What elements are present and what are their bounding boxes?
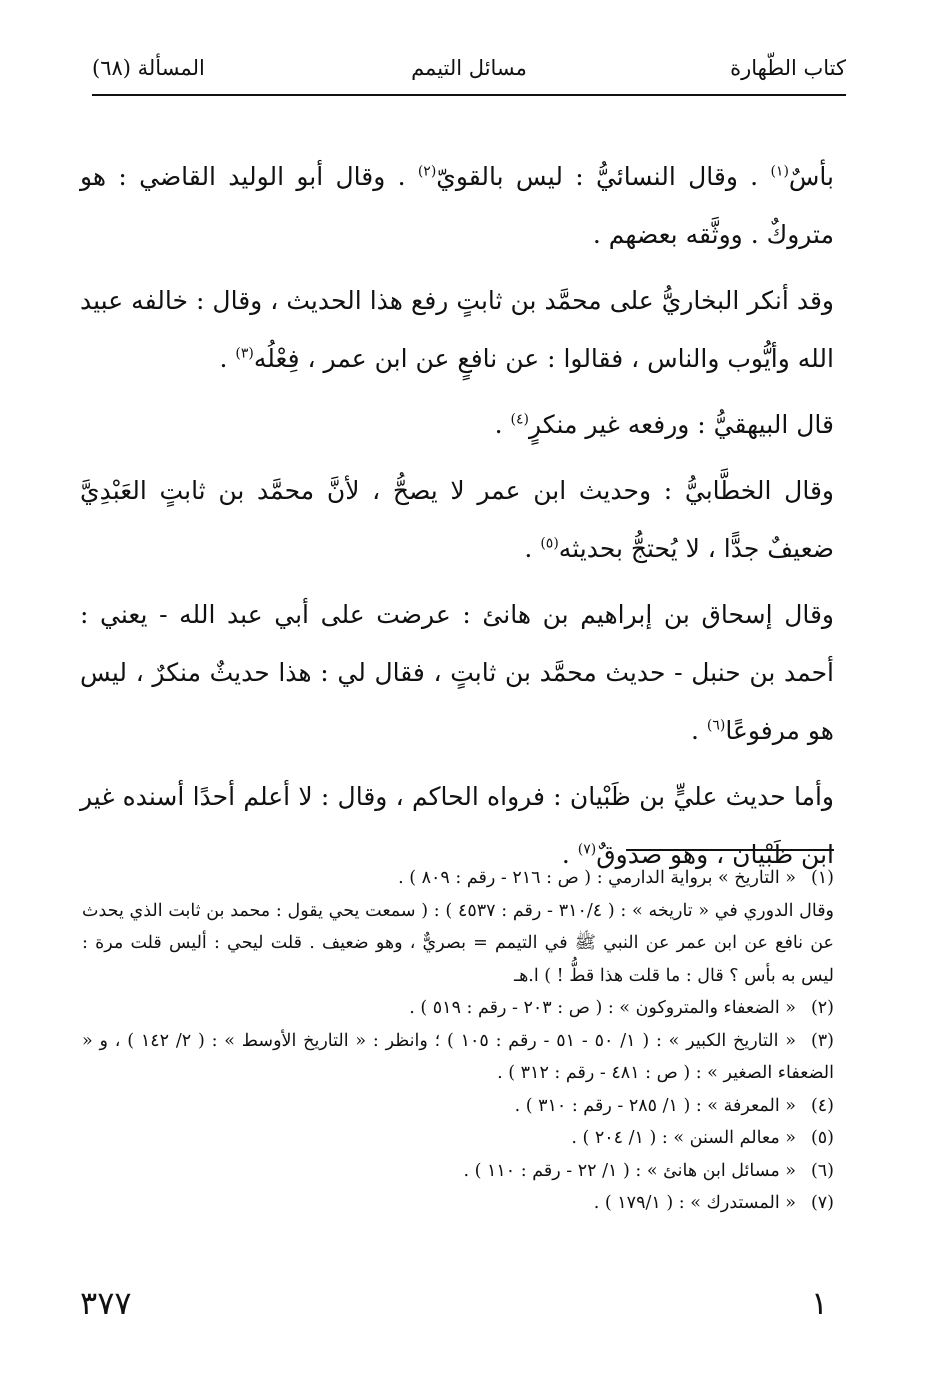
footnote-number: (٧) [810,1193,834,1213]
book-title: كتاب الطّهارة [730,56,846,80]
paragraph [80,462,834,578]
footnote [82,1025,834,1090]
text-segment: . وقال أبو الوليد القاضي : هو متروكٌ . ووثَّقه بعضهم . [80,162,834,249]
footnotes [82,862,834,1220]
footnote [82,862,834,895]
running-header [92,52,846,96]
footnote-text: « مسائل ابن هانئ » : ( ١/ ٢٢ - رقم : ١١٠ ) . [463,1160,796,1181]
text-segment: بأسٌ [788,162,834,191]
paragraph [80,148,834,264]
footnote-marker[interactable]: (٤) [510,411,529,428]
text-segment: وقد أنكر البخاريُّ على محمَّد بن ثابتٍ رفع هذا الحديث ، وقال : خالفه عبيد الله وأيُّوب والناس ، فقالوا : عن نافعٍ عن ابن عمر ، فِعْلُه [80,286,834,373]
footnote-separator [626,849,834,851]
footnote [82,1090,834,1123]
text-segment: . [494,410,511,439]
paragraph [80,272,834,388]
main-text [80,148,834,892]
footnote-number: (٥) [810,1128,834,1148]
footnote [82,992,834,1025]
footnote-marker[interactable]: (٥) [540,535,559,552]
footnote-number: (٦) [810,1160,834,1181]
footnote-text: « الضعفاء والمتروكون » : ( ص : ٢٠٣ - رقم : ٥١٩ ) . [409,998,796,1018]
footnote-marker[interactable]: (٢) [417,163,437,180]
text-segment: . [219,344,236,373]
text-segment: وقال الخطَّابيُّ : وحديث ابن عمر لا يصحُّ ، لأنَّ محمَّد بن ثابتٍ العَبْدِيَّ ضعيفٌ جدًّا ، لا يُحتجُّ بحديثه [80,476,834,563]
paragraph [80,396,834,454]
footnote-text: « معالم السنن » : ( ١/ ٢٠٤ ) . [571,1128,796,1148]
page-number: ٣٧٧ [80,1284,132,1322]
issue-number: المسألة (٦٨) [92,56,205,80]
footnote-marker[interactable]: (٦) [706,717,726,734]
footnote-marker[interactable]: (٣) [235,345,254,362]
text-segment: . [524,534,541,563]
footnote-marker[interactable]: (١) [770,163,789,180]
footnote [82,1187,834,1220]
text-segment: . وقال النسائيُّ : ليس بالقويّ [436,162,771,191]
footnote [82,895,834,993]
footnote-text: « المعرفة » : ( ١/ ٢٨٥ - رقم : ٣١٠ ) . [514,1095,796,1116]
footnote-number: (٢) [810,998,834,1018]
volume-number: ١ [810,1284,828,1322]
footnote-number: (٤) [810,1095,834,1116]
footnote-text: وقال الدوري في « تاريخه » : ( ٣١٠/٤ - رقم : ٤٥٣٧ ) : ( سمعت يحي يقول : محمد بن ثابت الذي يحدث عن نافع عن ابن عمر عن النبي ﷺ في التيمم = بصريٌّ ، وهو ضعيف . قلت ليحي : أليس قلت مرة : ليس به بأس ؟ قال : ما قلت هذا قطُّ ! ) ا.هـ [82,900,835,986]
footnote-text: « التاريخ » برواية الدارمي : ( ص : ٢١٦ - رقم : ٨٠٩ ) . [398,868,796,888]
footnote-number: (١) [810,868,834,888]
footnote-number: (٣) [810,1030,834,1051]
footnote-text: « المستدرك » : ( ١٧٩/١ ) . [593,1193,796,1213]
footnote-marker[interactable]: (٧) [577,841,597,858]
footnote [82,1122,834,1155]
text-segment: . [561,840,578,869]
paragraph [80,586,834,760]
page-footer [80,1284,828,1332]
text-segment: وقال إسحاق بن إبراهيم بن هانئ : عرضت على أبي عبد الله - يعني : أحمد بن حنبل - حديث محمَّد بن ثابتٍ ، فقال لي : هذا حديثٌ منكرٌ ، ليس هو مرفوعًا [80,600,834,745]
footnote [82,1155,834,1188]
text-segment: وأما حديث عليٍّ بن ظَبْيان : فرواه الحاكم ، وقال : لا أعلم أحدًا أسنده غير ابن ظَبْيان ، وهو صدوقٌ [80,782,834,869]
text-segment: قال البيهقيُّ : ورفعه غير منكرٍ [528,410,834,439]
chapter-title: مسائل التيمم [411,56,527,80]
footnote-text: « التاريخ الكبير » : ( ١/ ٥٠ - ٥١ - رقم : ١٠٥ ) ؛ وانظر : « التاريخ الأوسط » : ( ٢/ ١٤٢ ) ، و « الضعفاء الصغير » : ( ص : ٤٨١ - رقم : ٣١٢ ) . [82,1030,834,1083]
text-segment: . [690,716,707,745]
